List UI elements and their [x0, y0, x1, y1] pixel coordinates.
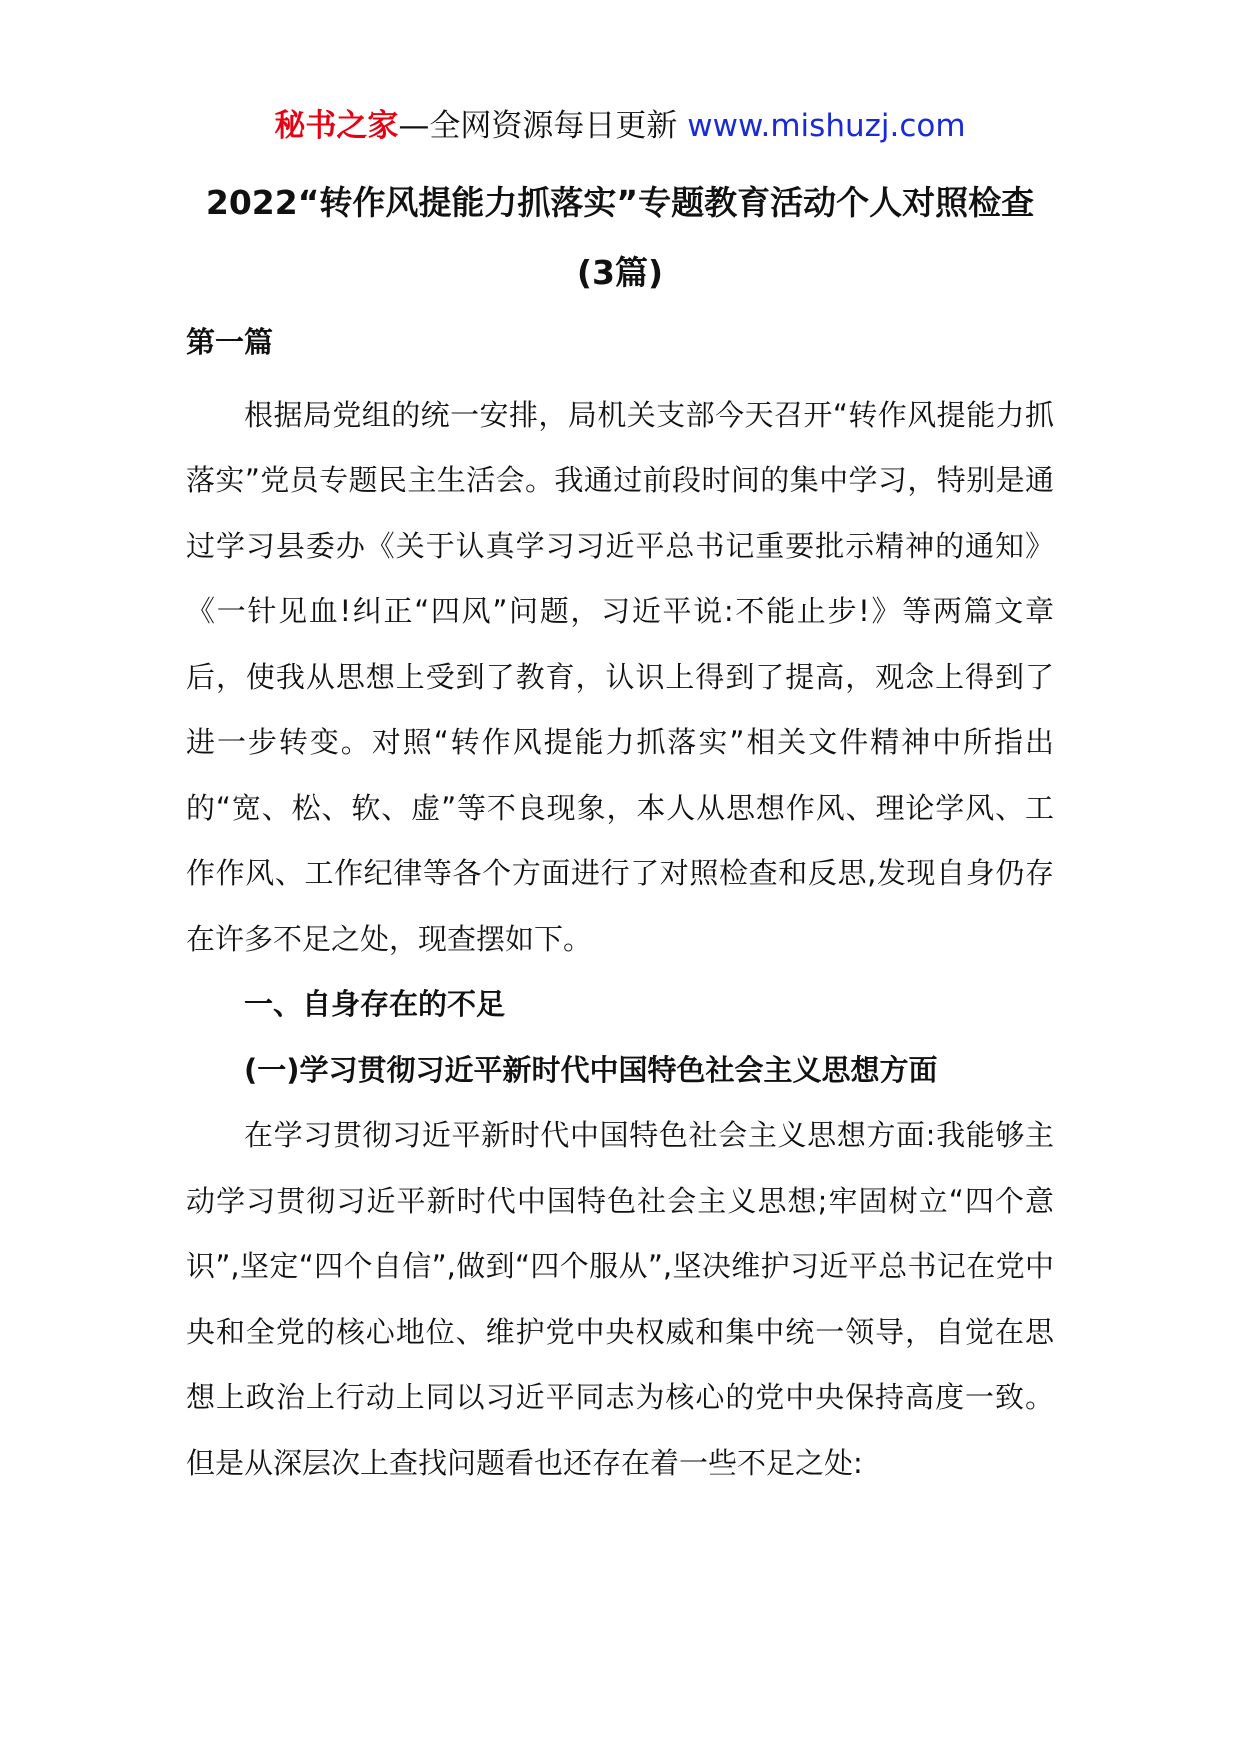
heading-1: 一、自身存在的不足: [244, 987, 506, 1021]
document-title: [160, 168, 1080, 308]
document-body: [186, 310, 1054, 1496]
brand-name: 秘书之家: [274, 108, 399, 144]
header-tagline: —全网资源每日更新: [398, 108, 678, 144]
paragraph-2: 在学习贯彻习近平新时代中国特色社会主义思想方面:我能够主动学习贯彻习近平新时代中国特色社会主义思想;牢固树立“四个意识”,坚定“四个自信”,做到“四个服从”,坚决维护习近平总书记在党中央和全党的核心地位、维护党中央权威和集中统一领导，自觉在思想上政治上行动上同以习近平同志为核心的党中央保持高度一致。但是从深层次上查找问题看也还存在着一些不足之处:: [186, 1118, 1054, 1480]
section-label: 第一篇: [186, 325, 274, 359]
paragraph-1: 根据局党组的统一安排，局机关支部今天召开“转作风提能力抓落实”党员专题民主生活会。我通过前段时间的集中学习，特别是通过学习县委办《关于认真学习习近平总书记重要批示精神的通知》《一针见血!纠正“四风”问题，习近平说:不能止步!》等两篇文章后，使我从思想上受到了教育，认识上得到了提高，观念上得到了进一步转变。对照“转作风提能力抓落实”相关文件精神中所指出的“宽、松、软、虚”等不良现象，本人从思想作风、理论学风、工作作风、工作纪律等各个方面进行了对照检查和反思,发现自身仍存在许多不足之处，现查摆如下。: [186, 397, 1054, 956]
site-header: [0, 96, 1240, 156]
site-url-link[interactable]: www.mishuzj.com: [687, 108, 966, 144]
heading-2: (一)学习贯彻习近平新时代中国特色社会主义思想方面: [244, 1052, 938, 1087]
title-line-2: (3篇): [576, 253, 664, 292]
title-line-1: 2022“转作风提能力抓落实”专题教育活动个人对照检查: [205, 183, 1035, 222]
